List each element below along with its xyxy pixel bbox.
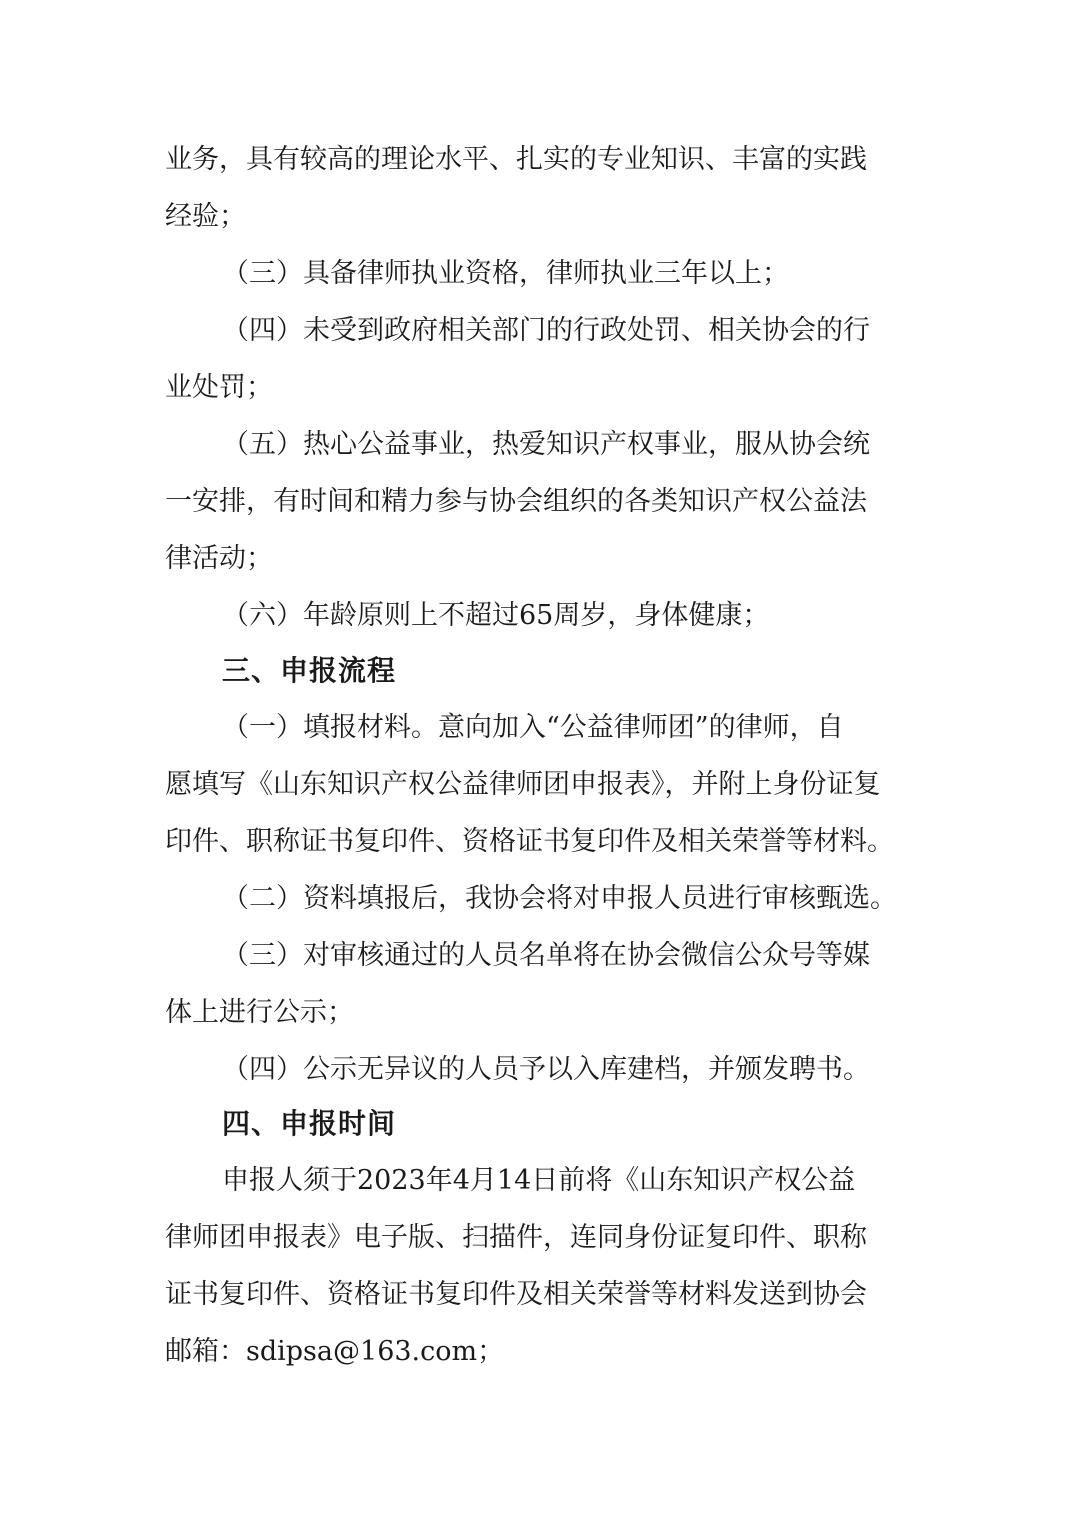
section-title: 四、申报时间 [222,1107,397,1140]
paragraph-line [0,993,1080,1033]
paragraph-line [0,140,1080,180]
section-heading-4 [0,1104,1080,1144]
text-line: 一安排，有时间和精力参与协会组织的各类知识产权公益法 [165,486,867,517]
text-line: （二）资料填报后，我协会将对申报人员进行审核甄选。 [222,883,897,914]
paragraph-line [0,765,1080,805]
paragraph-line [0,596,1080,636]
paragraph-line [0,482,1080,522]
text-line: （三）对审核通过的人员名单将在协会微信公众号等媒 [222,940,870,971]
text-line: （四）未受到政府相关部门的行政处罚、相关协会的行 [222,315,870,346]
paragraph-line [0,936,1080,976]
text-line: 愿填写《山东知识产权公益律师团申报表》，并附上身份证复 [165,769,881,800]
paragraph-line [0,1332,1080,1372]
text-line: （三）具备律师执业资格，律师执业三年以上； [222,258,789,289]
text-line: （一）填报材料。意向加入“公益律师团”的律师，自 [222,712,844,743]
paragraph-line [0,1050,1080,1090]
text-line: 业务，具有较高的理论水平、扎实的专业知识、丰富的实践 [165,144,867,175]
text-line: （五）热心公益事业，热爱知识产权事业，服从协会统 [222,429,870,460]
paragraph-line [0,425,1080,465]
paragraph-line [0,1275,1080,1315]
paragraph-line [0,368,1080,408]
text-line: 律师团申报表》电子版、扫描件，连同身份证复印件、职称 [165,1222,867,1253]
paragraph-line [0,1161,1080,1201]
text-line: 印件、职称证书复印件、资格证书复印件及相关荣誉等材料。 [165,826,894,857]
paragraph-line [0,708,1080,748]
text-line: 证书复印件、资格证书复印件及相关荣誉等材料发送到协会 [165,1279,867,1310]
paragraph-line [0,822,1080,862]
paragraph-line [0,197,1080,237]
section-heading-3 [0,651,1080,691]
text-line: （六）年龄原则上不超过65周岁，身体健康； [222,600,770,631]
text-line: 业处罚； [165,372,273,403]
text-line: （四）公示无异议的人员予以入库建档，并颁发聘书。 [222,1054,870,1085]
paragraph-line [0,539,1080,579]
email-line: 邮箱：sdipsa@163.com； [165,1336,505,1367]
paragraph-line [0,311,1080,351]
paragraph-line [0,879,1080,919]
paragraph-line [0,1218,1080,1258]
text-line: 体上进行公示； [165,997,354,1028]
paragraph-line [0,254,1080,294]
section-title: 三、申报流程 [222,654,397,687]
text-line: 经验； [165,201,246,232]
text-line: 申报人须于2023年4月14日前将《山东知识产权公益 [222,1165,856,1196]
text-line: 律活动； [165,543,273,574]
